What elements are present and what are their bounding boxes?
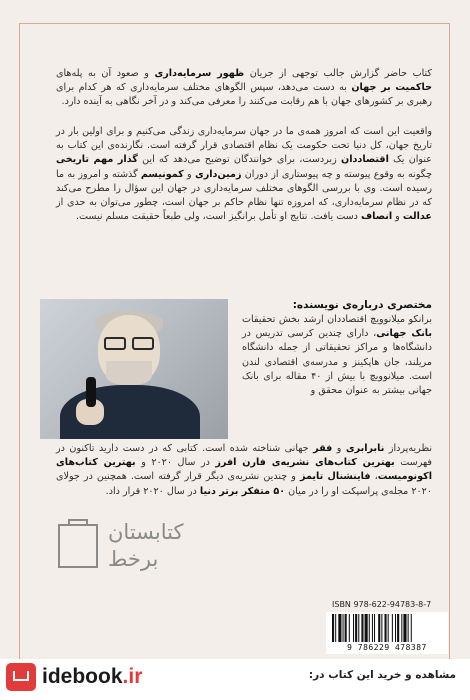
author-bio-title: مختصری درباره‌ی نویسنده: [292, 299, 432, 311]
intro-text: به دست می‌دهد، سپس الگوهای مختلف سرمایه‌داری که هر کدام برای رهبری بر کشورهای جهان با هم رقابت می‌کنند را معرفی می‌کند و در آخر نگاهی به آینده دارد. [56, 82, 432, 108]
bio-bold: بانک جهانی [376, 328, 432, 340]
shopping-cart-icon [6, 663, 36, 691]
main-bold: عدالت [402, 211, 432, 223]
main-bold: کمونیسم [140, 168, 184, 180]
main-text: چگونه به وقوع پیوسته و چه پیوستاری از دوران [241, 168, 433, 180]
author-photo [40, 299, 228, 439]
intro-text: کتاب حاضر گزارش جالب توجهی از جریان [244, 68, 432, 79]
intro-paragraph [56, 67, 432, 110]
footer-banner[interactable] [0, 659, 470, 700]
barcode-bars [332, 614, 442, 642]
site-tld: ir [128, 665, 143, 688]
main-text: و [183, 168, 195, 180]
main-text: دست یافت. نتایج او تأمل برانگیز است، ولی طبعاً حقیقت مسلم نیست. [75, 211, 362, 223]
site-dot: . [122, 665, 129, 688]
intro-bold: ظهور سرمایه‌داری [154, 68, 245, 79]
bio-bold: نابرابری [345, 443, 385, 454]
intro-text: و صعود آن به پله‌های [56, 68, 155, 79]
author-bio-continued [56, 442, 432, 499]
microphone-icon [86, 377, 96, 407]
main-bold: زمین‌داری [194, 168, 242, 180]
main-text: واقعیت این است که امروز همه‌ی ما در جهان سرمایه‌داری زندگی می‌کنیم و برای اولین بار در تاریخ جهان، کل دنیا تحت حکومت یک نظام اقتصادی قرار گرفته است. نگارنده‌ی این کتاب به عنوان یک [56, 126, 432, 166]
main-text: زبردست، برای خوانندگان توضیح می‌دهد که این [137, 154, 342, 166]
publisher-name-line2: برخط [108, 547, 159, 571]
bio-bold: ۵۰ متفکر برتر دنیا [199, 485, 286, 497]
site-name: idebook [42, 665, 123, 688]
isbn-text: ISBN 978-622-94783-8-7 [332, 600, 432, 609]
bio-bold: فقر [313, 443, 333, 454]
bio-text: برانکو میلانوویچ اقتصاددان ارشد بخش تحقیقات [242, 314, 432, 325]
bio-bold: بهترین کتاب‌های نشریه‌ی فارن افرز [215, 457, 395, 469]
buy-call-to-action: مشاهده و خرید این کتاب در: [308, 669, 456, 681]
barcode-digits: 9 786229 478387 [347, 643, 427, 652]
bio-text: در سال ۲۰۲۰ و [135, 457, 216, 469]
author-bio [242, 313, 432, 398]
bio-text: در سال ۲۰۲۰ قرار داد. [105, 485, 200, 497]
main-paragraph [56, 125, 432, 224]
main-text: و [392, 211, 403, 223]
bio-bold: بهترین کتاب‌های اکونومیست [56, 457, 433, 483]
bio-bold: فاینشنال تایمز [299, 471, 371, 483]
main-bold: گذار مهم تاریخی [56, 154, 138, 166]
book-icon [58, 524, 98, 568]
intro-bold: حاکمیت بر جهان [351, 82, 432, 94]
publisher-logo [58, 520, 238, 580]
main-bold: اقتصاددان [341, 154, 389, 166]
main-bold: انصاف [361, 211, 393, 223]
bio-text: و چندین نشریه‌ی دیگر قرار گرفته است. همچنین در جولای ۲۰۲۰ مجله‌ی پراسپکت او را در میان [56, 471, 432, 497]
site-logo[interactable] [42, 665, 142, 689]
bio-text: نظریه‌پرداز [384, 443, 433, 454]
publisher-name-line1: کتابستان [108, 520, 184, 544]
bio-text: جهانی شناخته شده است. کتابی که در دست دارید تاکنون در فهرست [56, 443, 433, 469]
bio-text: و [332, 443, 346, 454]
main-text: گذشته و امروز به ما رسیده است. وی با بررسی الگوهای مختلف سرمایه‌داری در جهان این سؤال را مطرح می‌کند که در نظام سرمایه‌داری، که امروزه تنها نظام حاکم بر جهان است، چطور می‌توان به حدی از [56, 168, 432, 209]
bio-text: ، دارای چندین کرسی تدریس در دانشگاه‌ها و مراکز تحقیقاتی از جمله دانشگاه مریلند، جان هاپکینز و مدرسه‌ی اقتصادی لندن است. میلانوویچ با بیش از ۴۰ مقاله برای بانک جهانی بیشتر به عنوان محقق و [242, 328, 432, 397]
barcode [326, 612, 448, 654]
bio-text: ، [370, 471, 378, 483]
